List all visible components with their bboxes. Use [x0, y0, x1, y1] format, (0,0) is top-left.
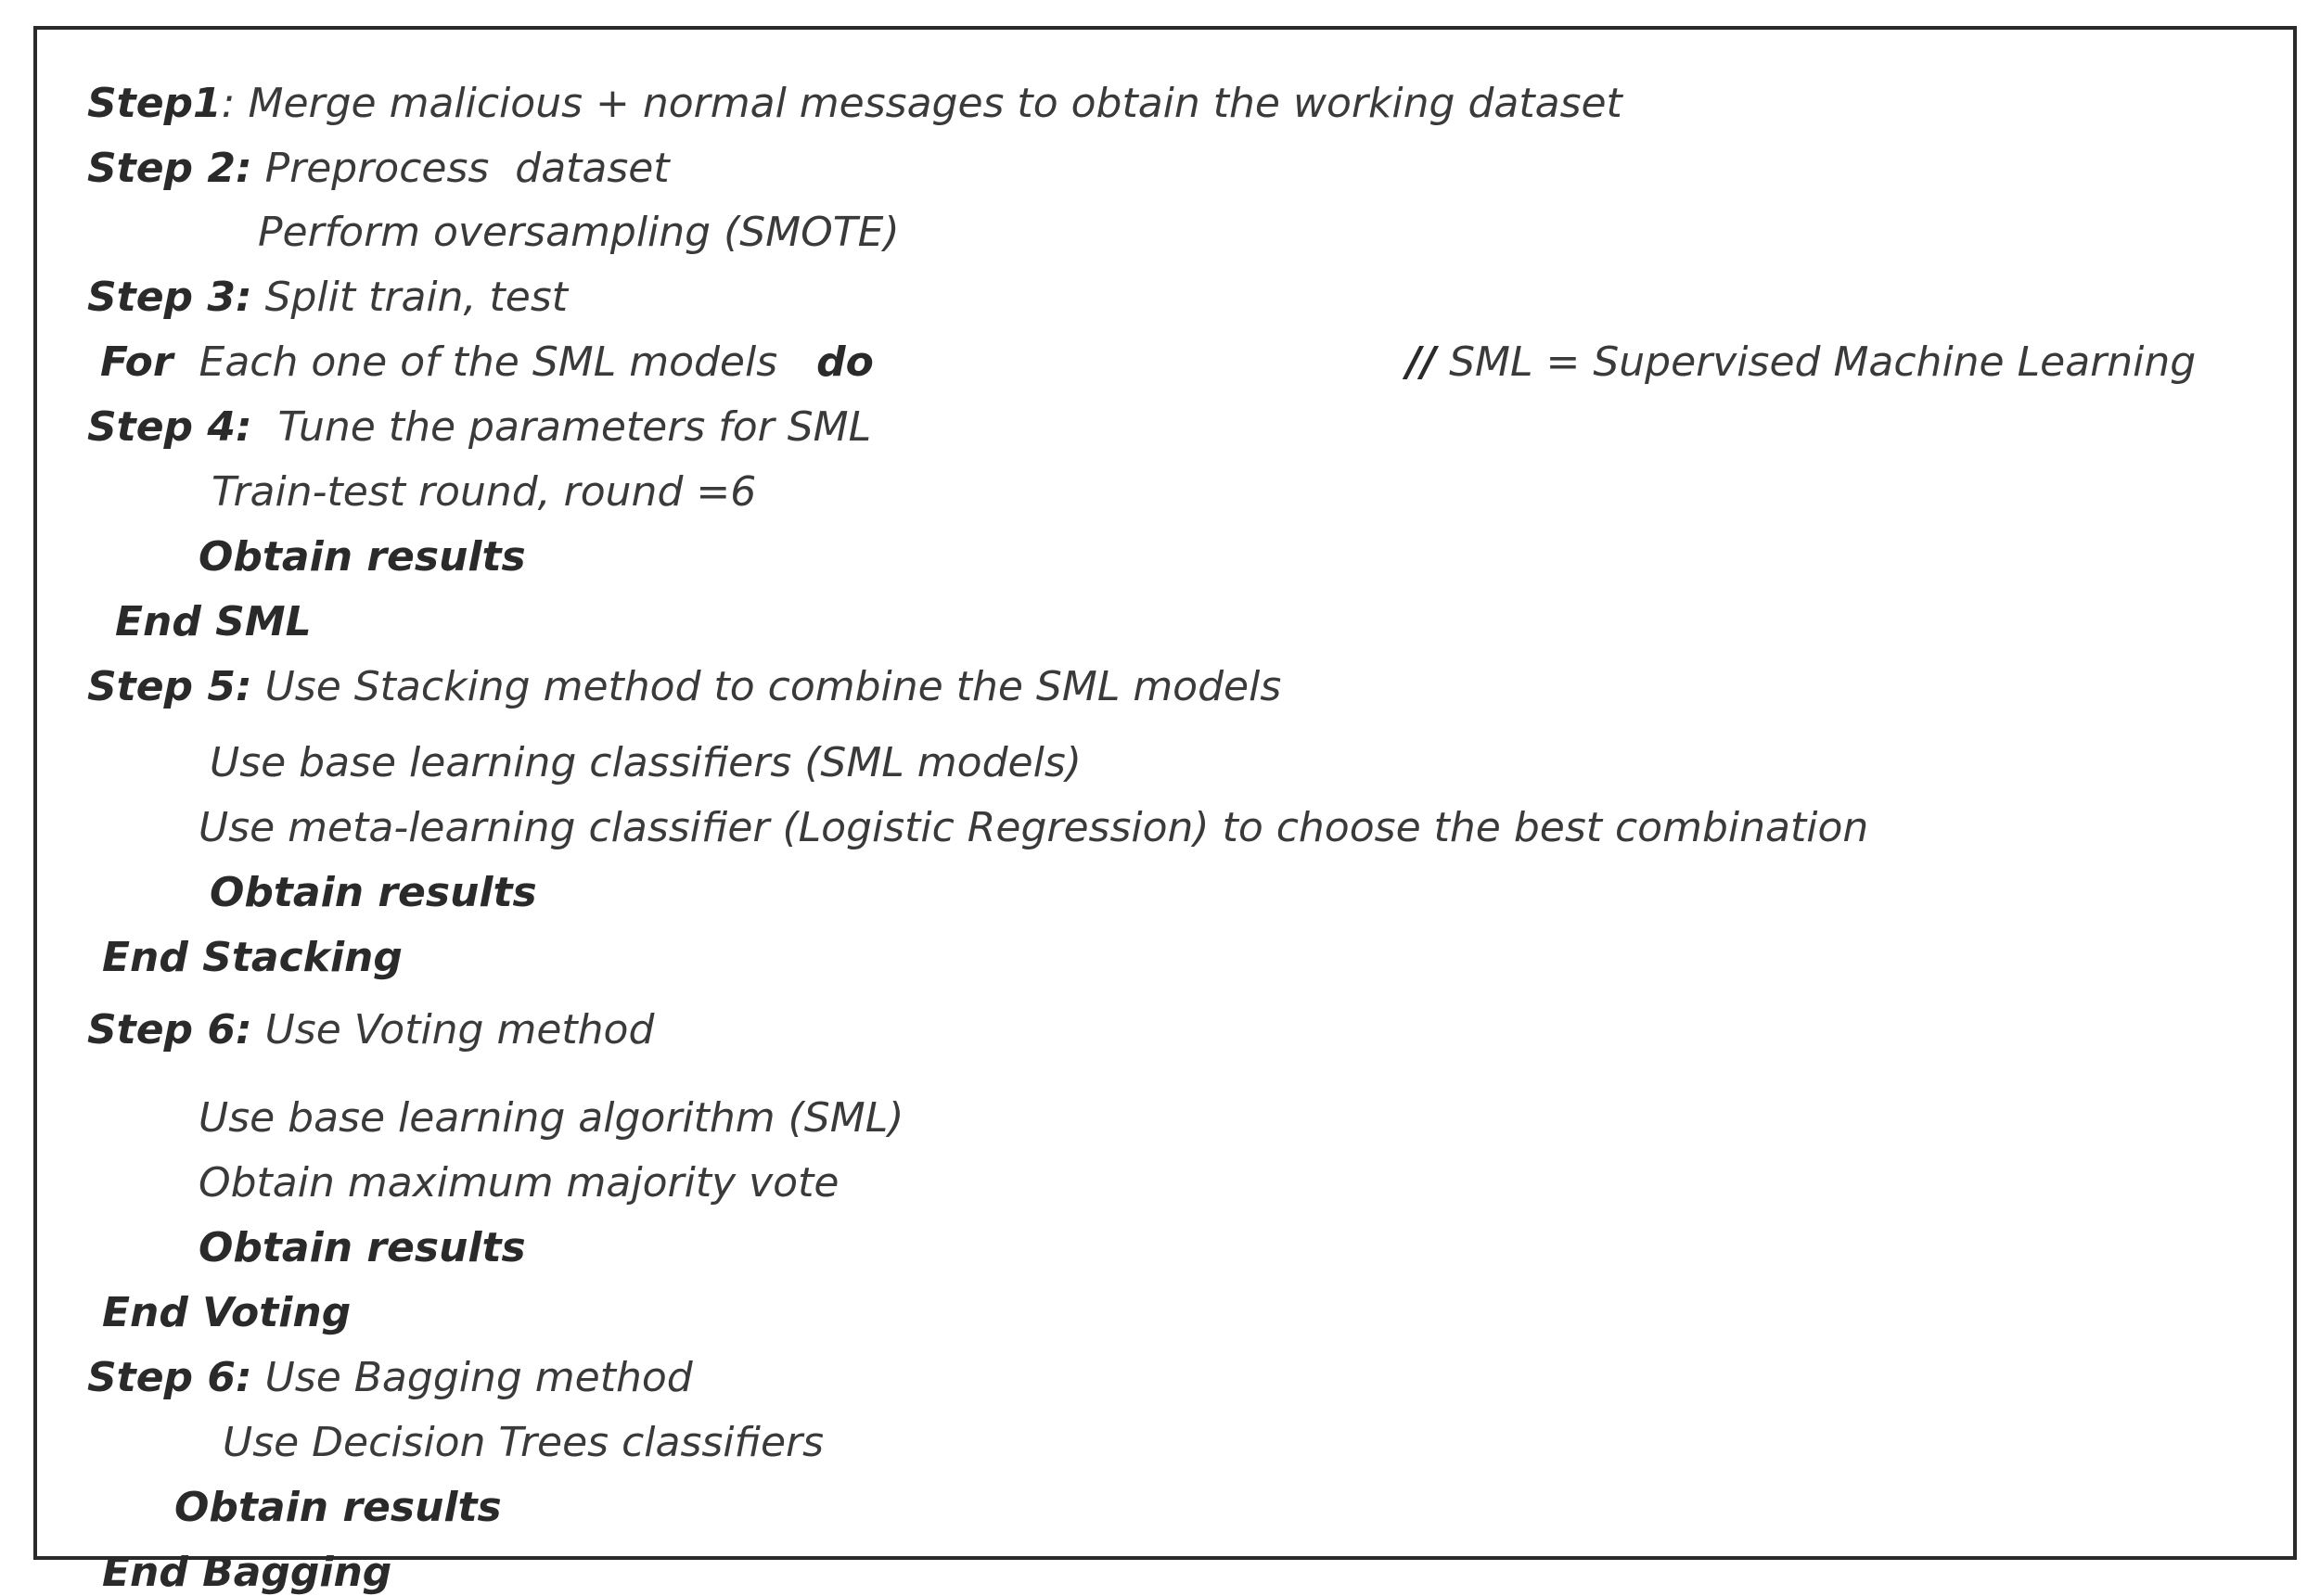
comment-slashes: // — [1405, 338, 1437, 386]
train-test-round-text: Train-test round, round =6 — [211, 468, 757, 516]
step5-line — [61, 626, 1281, 708]
step2-text: Preprocess dataset — [251, 145, 670, 192]
base-learning-algorithm-text: Use base learning algorithm (SML) — [198, 1094, 904, 1142]
decision-trees-text: Use Decision Trees classifiers — [222, 1419, 825, 1466]
for-text: Each one of the SML models — [173, 338, 817, 386]
sml-comment — [1380, 301, 2197, 386]
end-stacking-line — [76, 897, 403, 981]
step6-voting-line — [61, 969, 654, 1051]
majority-vote-text: Obtain maximum majority vote — [198, 1159, 840, 1207]
step1-label: Step1 — [86, 80, 222, 127]
end-bagging-text: End Bagging — [101, 1549, 392, 1596]
step2-label: Step 2: — [86, 145, 252, 192]
step4-label: Step 4: — [86, 403, 252, 451]
end-sml-text: End SML — [114, 598, 312, 645]
do-keyword: do — [816, 338, 874, 386]
step3-text: Split train, test — [251, 274, 568, 321]
obtain-results-text: Obtain results — [173, 1484, 502, 1531]
obtain-results-text: Obtain results — [209, 869, 537, 916]
base-learning-classifiers-text: Use base learning classifiers (SML models) — [209, 739, 1082, 786]
obtain-results-text: Obtain results — [198, 533, 526, 581]
end-bagging-line — [76, 1512, 392, 1596]
step5-text: Use Stacking method to combine the SML models — [251, 663, 1282, 710]
step1-text: : Merge malicious + normal messages to obtain the working dataset — [221, 80, 1622, 127]
step6-voting-text: Use Voting method — [251, 1006, 655, 1053]
step2-oversampling-text: Perform oversampling (SMOTE) — [257, 209, 900, 256]
step3-label: Step 3: — [86, 274, 252, 321]
step5-label: Step 5: — [86, 663, 252, 710]
for-keyword: For — [99, 338, 173, 386]
step6-voting-label: Step 6: — [86, 1006, 252, 1053]
obtain-results-text: Obtain results — [198, 1224, 526, 1271]
end-voting-text: End Voting — [101, 1289, 352, 1336]
step6-bagging-label: Step 6: — [86, 1354, 252, 1401]
comment-text: SML = Supervised Machine Learning — [1436, 338, 2197, 386]
step6-bagging-text: Use Bagging method — [251, 1354, 693, 1401]
end-stacking-text: End Stacking — [101, 934, 403, 981]
meta-learning-classifier-text: Use meta-learning classifier (Logistic Regression) to choose the best combination — [198, 804, 1869, 851]
step4-text: Tune the parameters for SML — [251, 403, 872, 451]
